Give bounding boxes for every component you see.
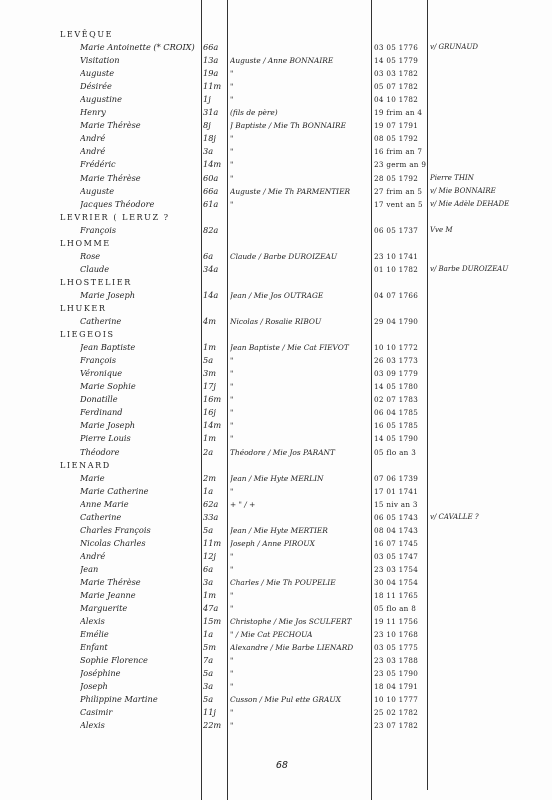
given-name: Pierre Louis	[80, 433, 131, 444]
given-name: Catherine	[80, 316, 122, 327]
given-name: Marie Antoinette (* CROIX)	[80, 42, 195, 53]
surname-heading	[0, 459, 552, 472]
surname-text: LHOSTELIER	[60, 277, 132, 287]
register-entry	[0, 719, 552, 732]
register-entry	[0, 641, 552, 654]
given-name: Augustine	[80, 94, 122, 105]
parents-text: Jean / Mie Jos OUTRAGE	[230, 290, 324, 300]
parents-text: Joseph / Anne PIROUX	[230, 538, 315, 548]
note-text: v/ GRUNAUD	[430, 43, 478, 52]
surname-heading	[0, 302, 552, 315]
age-value: 1j	[203, 94, 211, 105]
given-name: Marie	[80, 472, 105, 483]
age-value: 6a	[203, 563, 214, 574]
register-entry	[0, 106, 552, 119]
given-name: Théodore	[80, 446, 120, 457]
parents-text: "	[230, 95, 234, 105]
register-entry	[0, 432, 552, 445]
register-entry	[0, 550, 552, 563]
parents-text: J Baptiste / Mie Th BONNAIRE	[230, 121, 347, 131]
parents-text: "	[230, 69, 234, 79]
date-value: 07 06 1739	[374, 473, 419, 483]
parents-text: "	[230, 160, 234, 170]
given-name: Claude	[80, 263, 110, 274]
date-value: 05 07 1782	[374, 82, 419, 92]
date-value: 16 frim an 7	[374, 147, 423, 157]
register-entry	[0, 354, 552, 367]
given-name: Jacques Théodore	[80, 198, 155, 209]
date-value: 06 04 1785	[374, 408, 419, 418]
age-value: 15m	[203, 616, 222, 627]
date-value: 05 flo an 3	[374, 447, 417, 457]
parents-text: "	[230, 434, 234, 444]
parents-text: Christophe / Mie Jos SCULFERT	[230, 617, 352, 627]
parents-text: Auguste / Anne BONNAIRE	[230, 56, 334, 66]
register-entry	[0, 341, 552, 354]
surname-text: LHOMME	[60, 238, 111, 248]
register-entry	[0, 132, 552, 145]
date-value: 06 05 1737	[374, 225, 419, 235]
age-value: 1a	[203, 485, 214, 496]
date-value: 04 07 1766	[374, 290, 419, 300]
age-value: 16j	[203, 407, 216, 418]
parents-text: Jean / Mie Hyte MERLIN	[230, 473, 324, 483]
register-entry	[0, 67, 552, 80]
date-value: 29 04 1790	[374, 317, 419, 327]
parents-text: "	[230, 669, 234, 679]
date-value: 01 10 1782	[374, 264, 419, 274]
date-value: 14 05 1790	[374, 434, 419, 444]
parents-text: "	[230, 682, 234, 692]
date-value: 03 05 1775	[374, 643, 419, 653]
given-name: Nicolas Charles	[80, 537, 146, 548]
age-value: 22m	[203, 720, 222, 731]
surname-heading	[0, 276, 552, 289]
register-entry	[0, 706, 552, 719]
age-value: 14m	[203, 159, 222, 170]
age-value: 62a	[203, 498, 219, 509]
register-entry	[0, 80, 552, 93]
parents-text: "	[230, 147, 234, 157]
age-value: 14a	[203, 289, 219, 300]
parents-text: " / Mie Cat PECHOUA	[230, 630, 313, 640]
date-value: 16 05 1785	[374, 421, 419, 431]
parents-text: Nicolas / Rosalie RIBOU	[230, 317, 322, 327]
register-entry	[0, 615, 552, 628]
given-name: André	[80, 550, 106, 561]
date-value: 03 05 1747	[374, 551, 419, 561]
parents-text: "	[230, 82, 234, 92]
date-value: 23 07 1782	[374, 721, 419, 731]
age-value: 4m	[203, 316, 216, 327]
surname-text: LEVRIER ( LERUZ ?	[60, 212, 170, 222]
parents-text: "	[230, 564, 234, 574]
register-entry	[0, 250, 552, 263]
age-value: 18j	[203, 133, 216, 144]
date-value: 27 frim an 5	[374, 186, 423, 196]
given-name: Philippine Martine	[80, 694, 158, 705]
given-name: André	[80, 146, 106, 157]
parents-text: "	[230, 395, 234, 405]
age-value: 17j	[203, 381, 216, 392]
age-value: 12j	[203, 550, 216, 561]
date-value: 18 11 1765	[374, 591, 419, 601]
date-value: 23 05 1790	[374, 669, 419, 679]
register-entry	[0, 145, 552, 158]
given-name: Marie Thérèse	[80, 172, 141, 183]
parents-text: Auguste / Mie Th PARMENTIER	[230, 186, 351, 196]
date-value: 23 03 1788	[374, 656, 419, 666]
surname-heading	[0, 211, 552, 224]
date-value: 28 05 1792	[374, 173, 419, 183]
register-entry	[0, 393, 552, 406]
given-name: Charles François	[80, 524, 151, 535]
parents-text: "	[230, 199, 234, 209]
register-entry	[0, 93, 552, 106]
age-value: 3a	[203, 681, 214, 692]
date-value: 23 03 1754	[374, 564, 419, 574]
given-name: Marie Joseph	[80, 420, 136, 431]
date-value: 03 05 1776	[374, 43, 419, 53]
register-entry	[0, 667, 552, 680]
given-name: Jean	[80, 563, 99, 574]
parents-text: "	[230, 721, 234, 731]
parents-text: "	[230, 408, 234, 418]
date-value: 08 04 1743	[374, 525, 419, 535]
given-name: Catherine	[80, 511, 122, 522]
parents-text: "	[230, 173, 234, 183]
register-entry	[0, 589, 552, 602]
parents-text: (fils de père)	[230, 108, 278, 118]
age-value: 66a	[203, 42, 219, 53]
date-value: 19 07 1791	[374, 121, 419, 131]
date-value: 03 03 1782	[374, 69, 419, 79]
register-entry	[0, 185, 552, 198]
age-value: 3a	[203, 576, 214, 587]
given-name: Auguste	[80, 68, 115, 79]
note-text: Pierre THIN	[430, 173, 474, 182]
parents-text: "	[230, 604, 234, 614]
parents-text: Charles / Mie Th POUPELIE	[230, 577, 336, 587]
age-value: 8j	[203, 120, 211, 131]
age-value: 5m	[203, 642, 216, 653]
parents-text: Jean Baptiste / Mie Cat FIEVOT	[230, 343, 349, 353]
page-number: 68	[276, 760, 289, 771]
age-value: 11m	[203, 537, 222, 548]
register-entry	[0, 172, 552, 185]
date-value: 04 10 1782	[374, 95, 419, 105]
register-entry	[0, 158, 552, 171]
date-value: 26 03 1773	[374, 356, 419, 366]
given-name: Marie Thérèse	[80, 120, 141, 131]
date-value: 10 10 1772	[374, 343, 419, 353]
register-entry	[0, 472, 552, 485]
given-name: Marie Sophie	[80, 381, 136, 392]
date-value: 05 flo an 8	[374, 604, 417, 614]
register-entry	[0, 602, 552, 615]
age-value: 60a	[203, 172, 219, 183]
given-name: Casimir	[80, 707, 113, 718]
given-name: Marie Thérèse	[80, 576, 141, 587]
register-entry	[0, 367, 552, 380]
age-value: 1m	[203, 342, 216, 353]
given-name: Marie Jeanne	[80, 590, 136, 601]
parents-text: "	[230, 382, 234, 392]
parents-text: "	[230, 356, 234, 366]
date-value: 19 frim an 4	[374, 108, 423, 118]
register-entry	[0, 537, 552, 550]
given-name: Enfant	[80, 642, 108, 653]
age-value: 33a	[203, 511, 219, 522]
surname-heading	[0, 28, 552, 41]
surname-heading	[0, 237, 552, 250]
given-name: Auguste	[80, 185, 115, 196]
register-entry	[0, 576, 552, 589]
age-value: 2m	[203, 472, 216, 483]
given-name: François	[80, 355, 117, 366]
register-entry	[0, 446, 552, 459]
age-value: 1a	[203, 629, 214, 640]
register-entry	[0, 54, 552, 67]
parents-text: Cusson / Mie Pul ette GRAUX	[230, 695, 341, 705]
parents-text: "	[230, 421, 234, 431]
given-name: Marie Joseph	[80, 289, 136, 300]
register-entry	[0, 315, 552, 328]
age-value: 3a	[203, 146, 214, 157]
note-text: Vve M	[430, 225, 453, 234]
note-text: v/ CAVALLE ?	[430, 512, 479, 521]
given-name: Joseph	[80, 681, 108, 692]
date-value: 14 05 1779	[374, 56, 419, 66]
register-entry	[0, 419, 552, 432]
register-entry	[0, 680, 552, 693]
given-name: Véronique	[80, 368, 123, 379]
register-entry	[0, 289, 552, 302]
age-value: 19a	[203, 68, 219, 79]
register-entry	[0, 119, 552, 132]
register-entry	[0, 485, 552, 498]
given-name: Anne Marie	[80, 498, 129, 509]
age-value: 5a	[203, 524, 214, 535]
date-value: 23 10 1741	[374, 251, 419, 261]
age-value: 5a	[203, 355, 214, 366]
date-value: 10 10 1777	[374, 695, 419, 705]
register-entry	[0, 224, 552, 237]
note-text: v/ Mie BONNAIRE	[430, 186, 496, 195]
given-name: Frédéric	[80, 159, 116, 170]
given-name: Alexis	[80, 616, 105, 627]
age-value: 5a	[203, 668, 214, 679]
register-entry	[0, 524, 552, 537]
date-value: 14 05 1780	[374, 382, 419, 392]
given-name: Rose	[80, 250, 101, 261]
age-value: 66a	[203, 185, 219, 196]
age-value: 34a	[203, 263, 219, 274]
parents-text: "	[230, 656, 234, 666]
parents-text: "	[230, 134, 234, 144]
date-value: 02 07 1783	[374, 395, 419, 405]
date-value: 19 11 1756	[374, 617, 419, 627]
date-value: 06 05 1743	[374, 512, 419, 522]
given-name: Marguerite	[80, 603, 128, 614]
surname-text: LIEGEOIS	[60, 330, 115, 340]
date-value: 30 04 1754	[374, 577, 419, 587]
age-value: 14m	[203, 420, 222, 431]
parents-text: "	[230, 708, 234, 718]
given-name: Ferdinand	[80, 407, 123, 418]
given-name: Emélie	[80, 629, 109, 640]
register-entry	[0, 511, 552, 524]
parents-text: "	[230, 591, 234, 601]
age-value: 6a	[203, 250, 214, 261]
note-text: v/ Barbe DUROIZEAU	[430, 264, 509, 273]
surname-text: LIENARD	[60, 460, 111, 470]
given-name: Visitation	[80, 55, 120, 66]
parents-text: Claude / Barbe DUROIZEAU	[230, 251, 338, 261]
age-value: 2a	[203, 446, 214, 457]
surname-text: LEVÊQUE	[60, 30, 114, 39]
age-value: 5a	[203, 694, 214, 705]
register-entry	[0, 198, 552, 211]
date-value: 15 niv an 3	[374, 499, 418, 509]
age-value: 16m	[203, 394, 222, 405]
surname-text: LHUKER	[60, 303, 107, 313]
parents-text: + " / +	[230, 499, 256, 509]
age-value: 7a	[203, 655, 214, 666]
given-name: André	[80, 133, 106, 144]
age-value: 61a	[203, 198, 219, 209]
register-entry	[0, 563, 552, 576]
parents-text: Alexandre / Mie Barbe LIENARD	[230, 643, 354, 653]
register-entries	[0, 28, 552, 733]
parents-text: Théodore / Mie Jos PARANT	[230, 447, 335, 457]
date-value: 03 09 1779	[374, 369, 419, 379]
given-name: Marie Catherine	[80, 485, 149, 496]
age-value: 82a	[203, 224, 219, 235]
given-name: Joséphine	[80, 668, 121, 679]
date-value: 25 02 1782	[374, 708, 419, 718]
date-value: 08 05 1792	[374, 134, 419, 144]
parents-text: "	[230, 486, 234, 496]
date-value: 23 10 1768	[374, 630, 419, 640]
given-name: Jean Baptiste	[80, 342, 136, 353]
register-entry	[0, 380, 552, 393]
parents-text: Jean / Mie Hyte MERTIER	[230, 525, 328, 535]
date-value: 18 04 1791	[374, 682, 419, 692]
register-entry	[0, 41, 552, 54]
register-entry	[0, 628, 552, 641]
given-name: Désirée	[80, 81, 112, 92]
register-entry	[0, 654, 552, 667]
age-value: 11m	[203, 81, 222, 92]
age-value: 13a	[203, 55, 219, 66]
parents-text: "	[230, 369, 234, 379]
register-entry	[0, 693, 552, 706]
age-value: 3m	[203, 368, 216, 379]
register-entry	[0, 263, 552, 276]
age-value: 1m	[203, 590, 216, 601]
register-entry	[0, 498, 552, 511]
date-value: 17 01 1741	[374, 486, 419, 496]
date-value: 17 vent an 5	[374, 199, 423, 209]
surname-heading	[0, 328, 552, 341]
given-name: Donatille	[80, 394, 118, 405]
given-name: François	[80, 224, 117, 235]
parents-text: "	[230, 551, 234, 561]
given-name: Sophie Florence	[80, 655, 148, 666]
age-value: 31a	[203, 107, 219, 118]
given-name: Alexis	[80, 720, 105, 731]
note-text: v/ Mie Adèle DEHADE	[430, 199, 510, 208]
age-value: 1m	[203, 433, 216, 444]
age-value: 47a	[203, 603, 219, 614]
register-entry	[0, 406, 552, 419]
date-value: 23 germ an 9	[374, 160, 427, 170]
age-value: 11j	[203, 707, 216, 718]
given-name: Henry	[80, 107, 106, 118]
date-value: 16 07 1745	[374, 538, 419, 548]
